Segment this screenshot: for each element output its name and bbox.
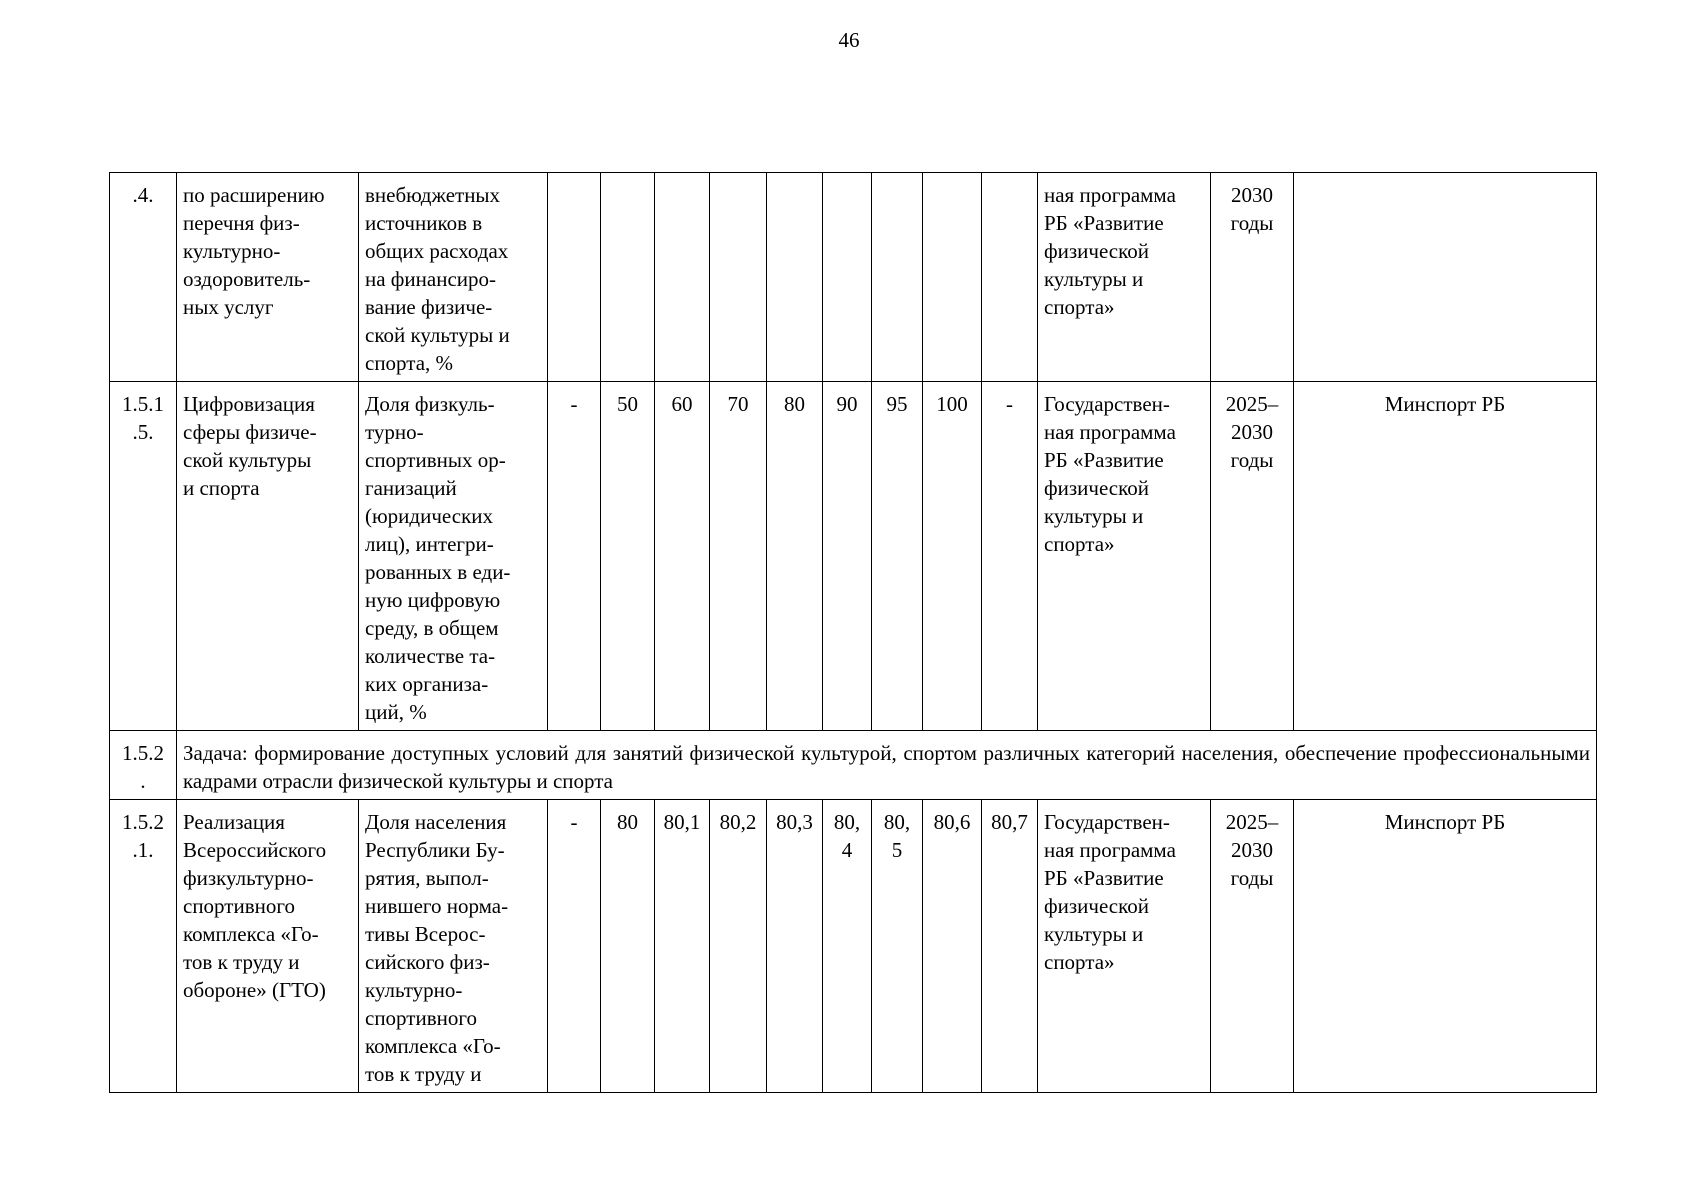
- indicator-cell: Доля населения Республики Бу- рятия, выпол- нившего норма- тивы Всерос- сийского физ- культурно- спортивного комплекса «Го- тов к труду и: [359, 800, 548, 1093]
- task-text-cell: Задача: формирование доступных условий для занятий физической культурой, спортом различных категорий населения, обеспечение профессиональными кадрами отрасли физической культуры и спорта: [177, 731, 1597, 800]
- value-cell: -: [548, 800, 601, 1093]
- row-number-cell: 1.5.2 .1.: [110, 800, 177, 1093]
- row-number-cell: .4.: [110, 173, 177, 382]
- value-cell: 80, 5: [872, 800, 923, 1093]
- period-cell: 2030 годы: [1211, 173, 1294, 382]
- value-cell: [872, 173, 923, 382]
- period-cell: 2025– 2030 годы: [1211, 382, 1294, 731]
- value-cell: 100: [923, 382, 982, 731]
- program-measures-table: [109, 172, 1597, 1093]
- executor-cell: Минспорт РБ: [1294, 382, 1597, 731]
- value-cell: 90: [823, 382, 872, 731]
- value-cell: 50: [601, 382, 655, 731]
- indicator-cell: внебюджетных источников в общих расходах на финансиро- вание физиче- ской культуры и спорта, %: [359, 173, 548, 382]
- table-row: [110, 382, 1597, 731]
- event-cell: Реализация Всероссийского физкультурно- спортивного комплекса «Го- тов к труду и обороне» (ГТО): [177, 800, 359, 1093]
- value-cell: 80: [767, 382, 823, 731]
- value-cell: 95: [872, 382, 923, 731]
- value-cell: [601, 173, 655, 382]
- value-cell: 80,7: [982, 800, 1038, 1093]
- value-cell: 70: [710, 382, 767, 731]
- value-cell: [710, 173, 767, 382]
- executor-cell: Минспорт РБ: [1294, 800, 1597, 1093]
- value-cell: -: [982, 382, 1038, 731]
- value-cell: [548, 173, 601, 382]
- indicator-cell: Доля физкуль- турно- спортивных ор- ганизаций (юридических лиц), интегри- рованных в еди- ную цифровую среду, в общем количестве та- ких организа- ций, %: [359, 382, 548, 731]
- value-cell: [982, 173, 1038, 382]
- value-cell: 80: [601, 800, 655, 1093]
- value-cell: -: [548, 382, 601, 731]
- value-cell: [655, 173, 710, 382]
- value-cell: 60: [655, 382, 710, 731]
- program-cell: ная программа РБ «Развитие физической культуры и спорта»: [1038, 173, 1211, 382]
- value-cell: [923, 173, 982, 382]
- event-cell: Цифровизация сферы физиче- ской культуры и спорта: [177, 382, 359, 731]
- value-cell: [767, 173, 823, 382]
- row-number-cell: 1.5.1 .5.: [110, 382, 177, 731]
- period-cell: 2025– 2030 годы: [1211, 800, 1294, 1093]
- event-cell: по расширению перечня физ- культурно- оздоровитель- ных услуг: [177, 173, 359, 382]
- table-row: [110, 173, 1597, 382]
- executor-cell: [1294, 173, 1597, 382]
- page-number: 46: [838, 28, 860, 52]
- task-row: [110, 731, 1597, 800]
- program-cell: Государствен- ная программа РБ «Развитие физической культуры и спорта»: [1038, 800, 1211, 1093]
- value-cell: 80,1: [655, 800, 710, 1093]
- value-cell: 80,3: [767, 800, 823, 1093]
- row-number-cell: 1.5.2 .: [110, 731, 177, 800]
- value-cell: [823, 173, 872, 382]
- table-row: [110, 800, 1597, 1093]
- value-cell: 80, 4: [823, 800, 872, 1093]
- program-cell: Государствен- ная программа РБ «Развитие физической культуры и спорта»: [1038, 382, 1211, 731]
- value-cell: 80,2: [710, 800, 767, 1093]
- value-cell: 80,6: [923, 800, 982, 1093]
